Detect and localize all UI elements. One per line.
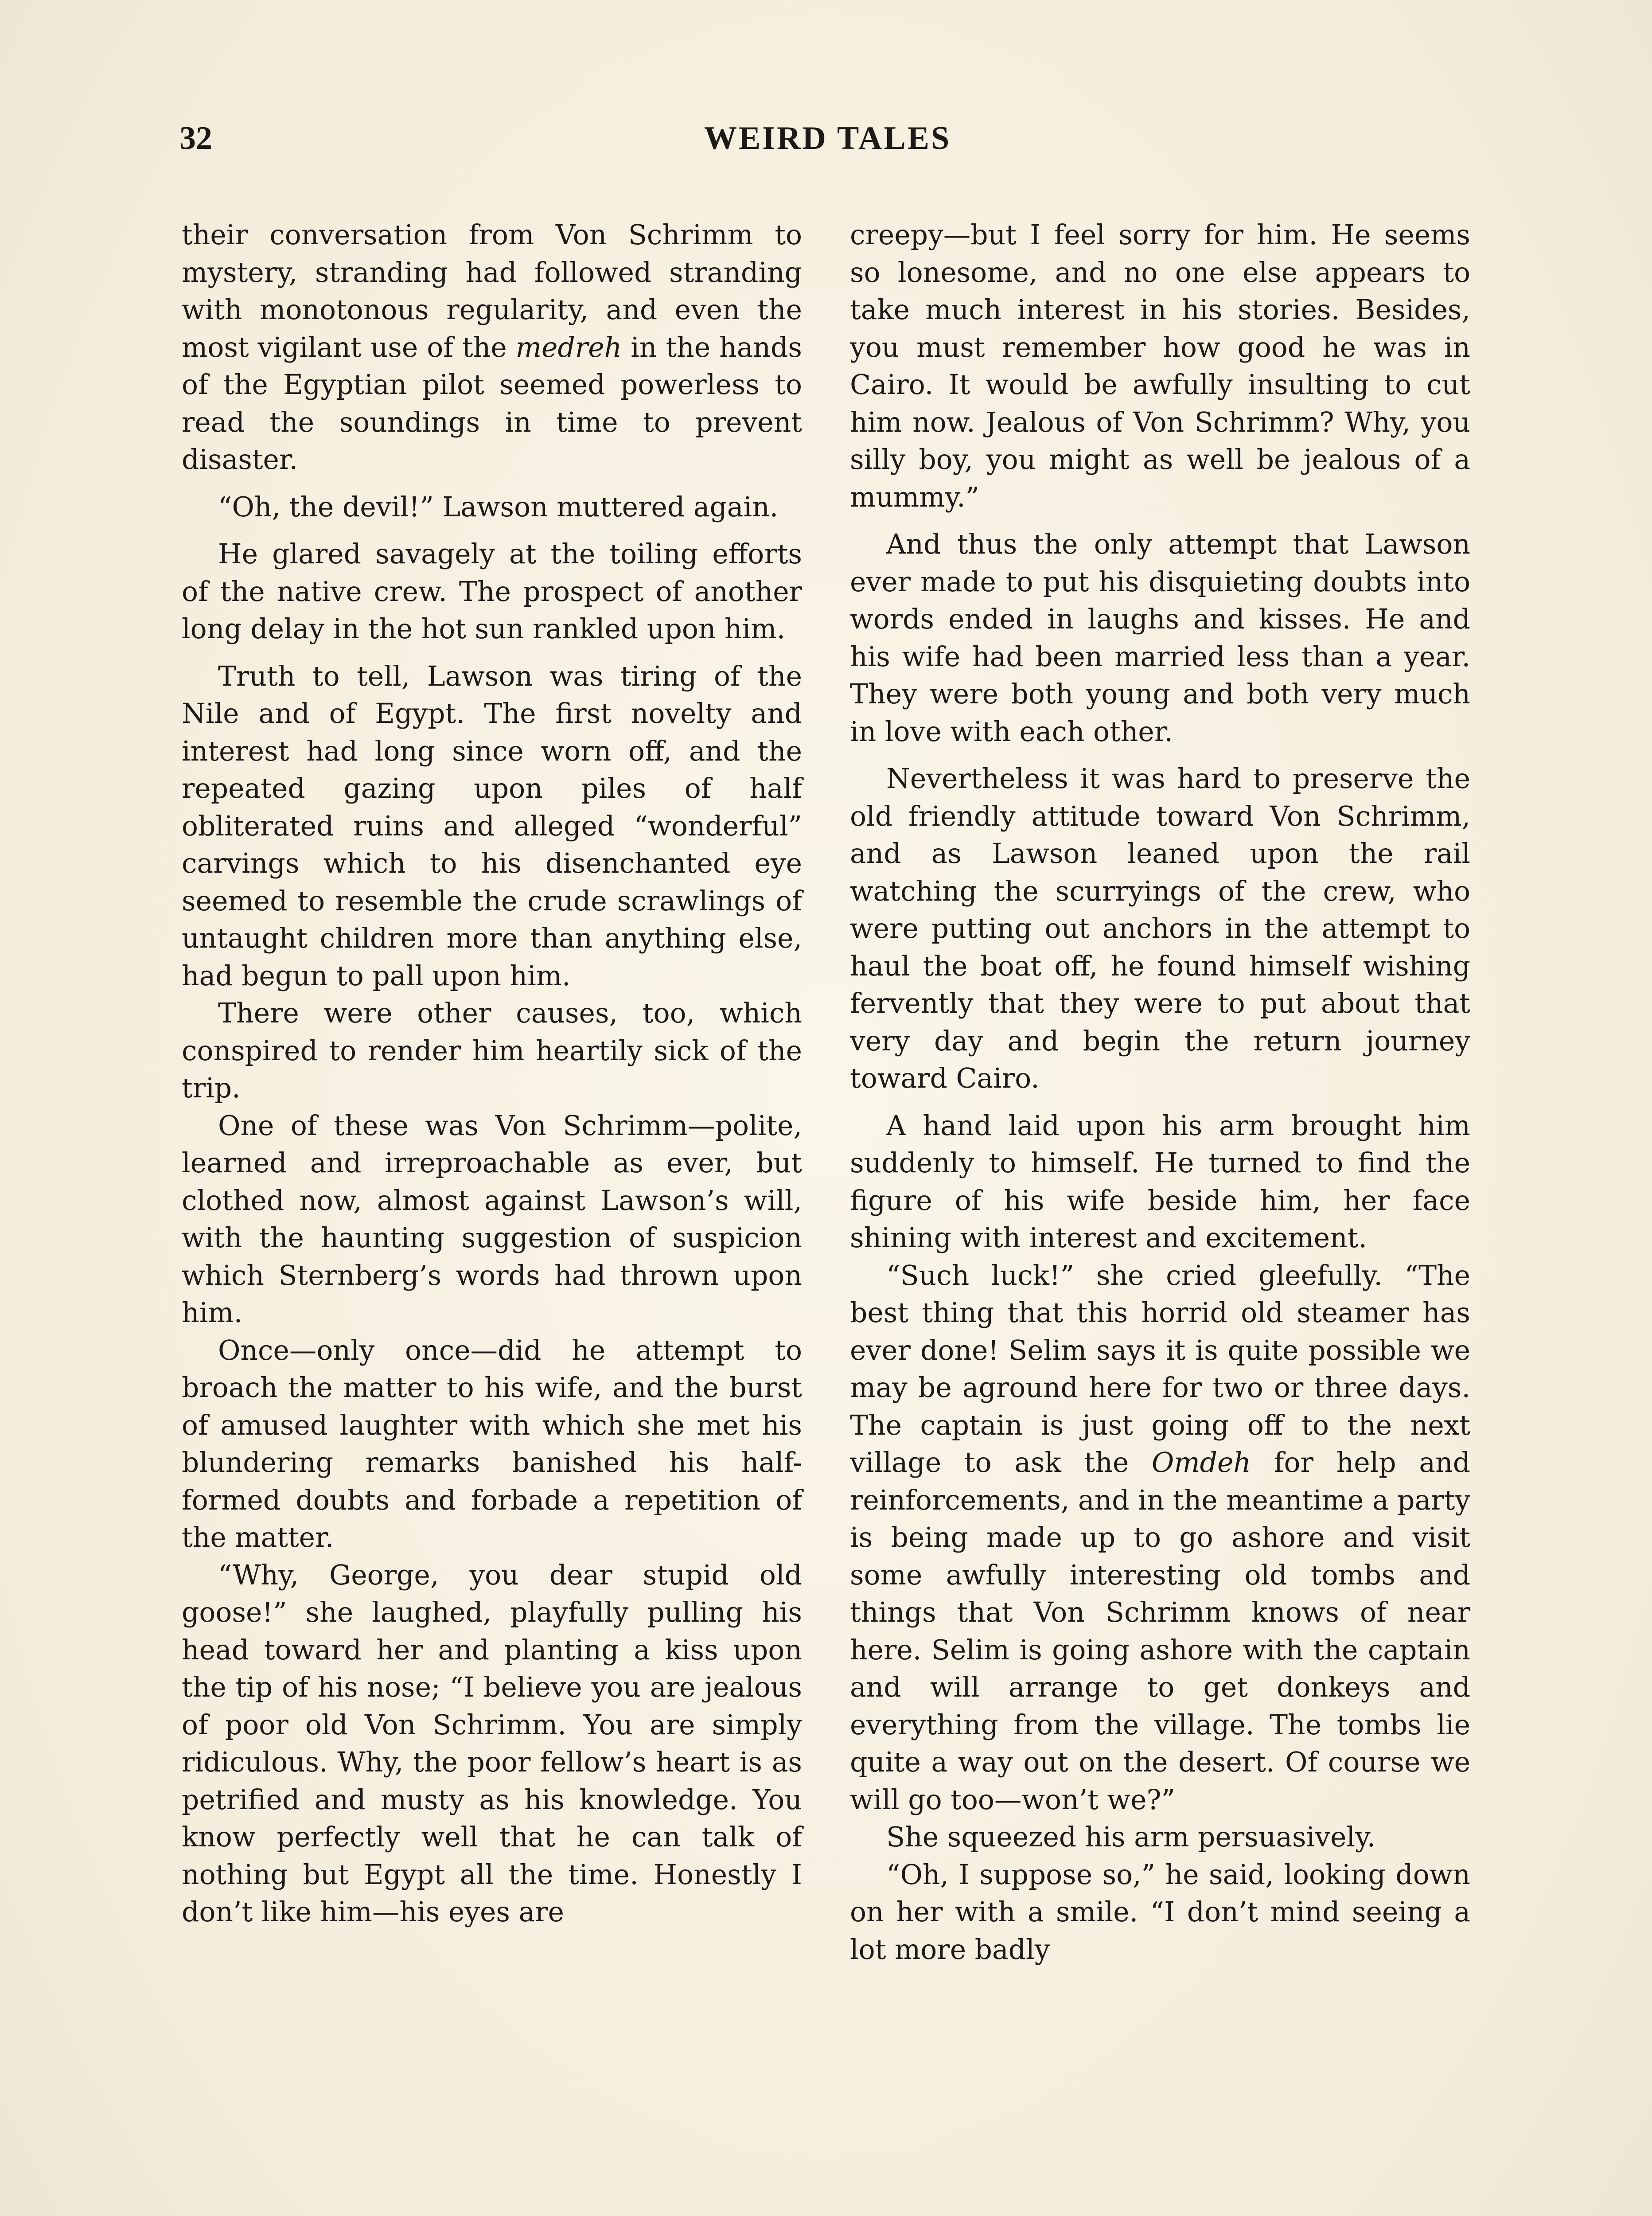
italic-term: medreh [515,331,622,363]
paragraph: Truth to tell, Lawson was tiring of the Nile and of Egypt. The first novelty and interest had long since worn off, and the repeated gazing upon piles of half obliterated ruins and alleged “wonderful” carvings which to his disenchanted eye seemed to resemble the crude scrawlings of untaught children more than anything else, had begun to pall upon him. [182,660,802,992]
page-header [179,120,1476,168]
paragraph [182,216,802,479]
right-column [850,216,1470,1968]
text-run: for help and reinforcements, and in the meantime a party is being made up to go ashore and visit some awfully interesting old tombs and things that Von Schrimm knows of near here. Selim is going ashore with the captain and will arrange to get donkeys and everything from the village. The tombs lie quite a way out on the desert. Of course we will go too—won’t we?” [850,1447,1470,1816]
paragraph: And thus the only attempt that Lawson ever made to put his disquieting doubts into words ended in laughs and kisses. He and his wife had been married less than a year. They were both young and both very much in love with each other. [850,528,1470,748]
page-number: 32 [179,120,212,156]
paragraph: “Why, George, you dear stupid old goose!” she laughed, playfully pulling his head toward her and planting a kiss upon the tip of his nose; “I believe you are jealous of poor old Von Schrimm. You are simply ridiculous. Why, the poor fellow’s heart is as petrified and musty as his knowledge. You know perfectly well that he can talk of nothing but Egypt all the time. Honestly I don’t like him—his eyes are [182,1559,802,1928]
paragraph: “Oh, I suppose so,” he said, looking down on her with a smile. “I don’t mind seeing a lot more badly [850,1858,1470,1966]
paragraph: Once—only once—did he attempt to broach the matter to his wife, and the burst of amused laughter with which she met his blundering remarks banished his half-formed doubts and forbade a repetition of the matter. [182,1334,802,1553]
paragraph: Nevertheless it was hard to preserve the old friendly attitude toward Von Schrimm, and as Lawson leaned upon the rail watching the scurryings of the crew, who were putting out anchors in the attempt to haul the boat off, he found himself wishing fervently that they were to put about that very day and begin the return journey toward Cairo. [850,763,1470,1094]
paragraph: She squeezed his arm persuasively. [886,1821,1376,1853]
italic-term: Omdeh [1151,1447,1251,1479]
paragraph: He glared savagely at the toiling efforts of the native crew. The prospect of another long delay in the hot sun rankled upon him. [182,538,802,645]
paragraph [850,1257,1470,1819]
paragraph: creepy—but I feel sorry for him. He seems so lonesome, and no one else appears to take much interest in his stories. Besides, you must remember how good he was in Cairo. It would be awfully insulting to cut him now. Jealous of Von Schrimm? Why, you silly boy, you might as well be jealous of a mummy.” [850,219,1470,513]
text-run: their conversation from Von Schrimm to mystery, stranding had followed stranding with monotonous regularity, and even the most vigilant use of the [182,219,802,363]
paragraph: A hand laid upon his arm brought him suddenly to himself. He turned to find the figure of his wife beside him, her face shining with interest and excitement. [850,1109,1470,1254]
paragraph: “Oh, the devil!” Lawson muttered again. [218,491,779,523]
text-run: “Such luck!” she cried gleefully. “The best thing that this horrid old steamer has ever done! Selim says it is quite possible we may be aground here for two or three days. The captain is just going off to the next village to ask the [850,1259,1470,1479]
paragraph: One of these was Von Schrimm—polite, learned and irreproachable as ever, but clothed now, almost against Lawson’s will, with the haunting suggestion of suspicion which Sternberg’s words had thrown upon him. [182,1109,802,1329]
text-run: in the hands of the Egyptian pilot seemed powerless to read the soundings in time to prevent disaster. [182,331,802,476]
left-column [182,216,802,1931]
paragraph: There were other causes, too, which conspired to render him heartily sick of the trip. [182,997,802,1104]
running-head-title: WEIRD TALES [704,120,951,156]
